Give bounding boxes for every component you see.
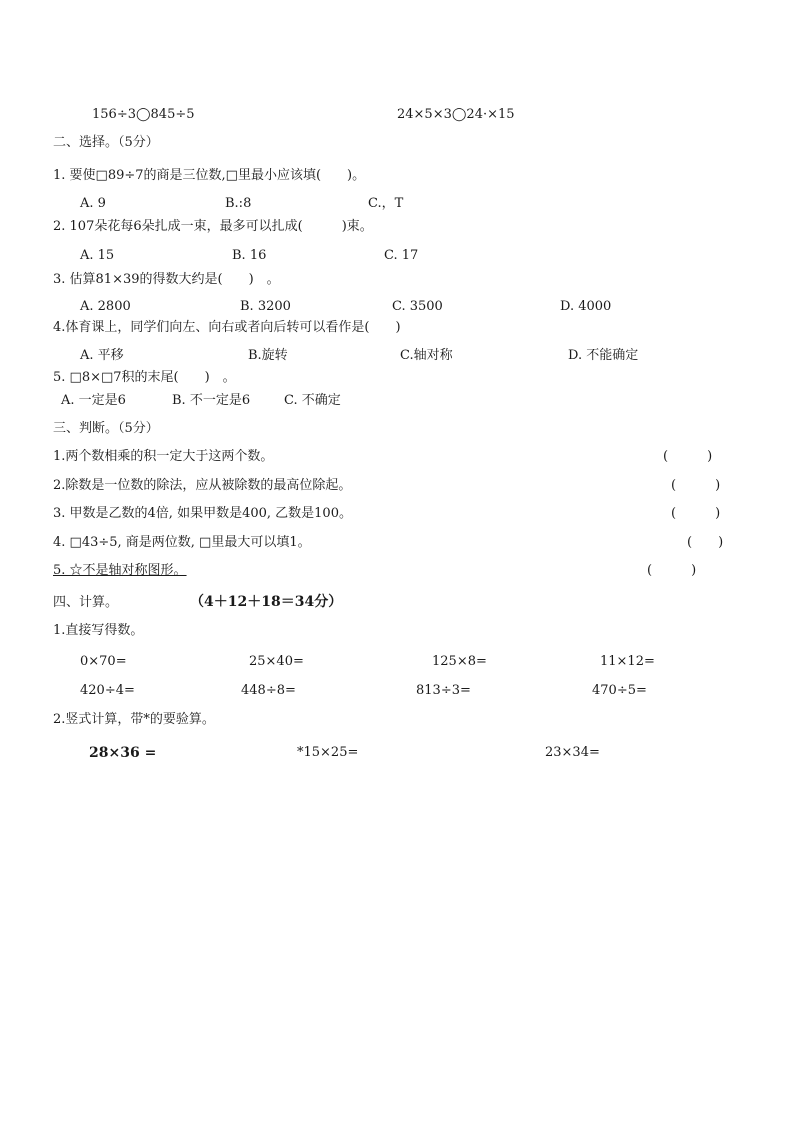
judge-item-2: 2.除数是一位数的除法，应从被除数的最高位除起。 [53, 478, 352, 493]
judge-paren-1[interactable]: ( ) [663, 449, 713, 464]
q2-option-c: C. 17 [384, 248, 419, 263]
q5-option-b: B. 不一定是6 [172, 393, 251, 408]
sub2-title: 2.竖式计算，带*的要验算。 [53, 712, 215, 727]
q2-option-a: A. 15 [80, 248, 115, 263]
q2-text: 2. 107朵花每6朵扎成一束，最多可以扎成( )束。 [53, 219, 373, 234]
q1-text: 1. 要使□89÷7的商是三位数,□里最小应该填( )。 [53, 168, 366, 183]
calc-28x36: 28×36 = [89, 745, 157, 761]
judge-paren-3[interactable]: ( ) [671, 506, 721, 521]
section2-title: 二、选择。（5分） [53, 135, 159, 150]
calc-11x12: 11×12= [600, 654, 655, 669]
judge-item-3: 3. 甲数是乙数的4倍, 如果甲数是400, 乙数是100。 [53, 506, 352, 521]
q3-option-b: B. 3200 [240, 299, 291, 314]
calc-0x70: 0×70= [80, 654, 127, 669]
q2-option-b: B. 16 [232, 248, 267, 263]
judge-paren-2[interactable]: ( ) [671, 478, 721, 493]
q4-option-d: D. 不能确定 [568, 348, 639, 363]
q5-option-c: C. 不确定 [284, 393, 341, 408]
q3-option-a: A. 2800 [80, 299, 131, 314]
q4-option-b: B.旋转 [248, 348, 288, 363]
judge-paren-4[interactable]: ( ) [687, 535, 724, 550]
q3-option-c: C. 3500 [392, 299, 443, 314]
judge-item-4: 4. □43÷5, 商是两位数, □里最大可以填1。 [53, 535, 311, 550]
compare-left: 156÷3◯845÷5 [92, 107, 195, 122]
calc-15x25: *15×25= [297, 745, 359, 760]
judge-item-1: 1.两个数相乘的积一定大于这两个数。 [53, 449, 274, 464]
q4-option-a: A. 平移 [80, 348, 124, 363]
q1-option-b: B.:8 [225, 196, 252, 211]
calc-25x40: 25×40= [249, 654, 304, 669]
q4-text: 4.体育课上，同学们向左、向右或者向后转可以看作是( ) [53, 320, 401, 335]
q5-option-a: A. 一定是6 [61, 393, 126, 408]
q5-text: 5. □8×□7积的末尾( ) 。 [53, 370, 236, 385]
calc-23x34: 23×34= [545, 745, 600, 760]
calc-448div8: 448÷8= [241, 683, 296, 698]
compare-right: 24×5×3◯24·×15 [397, 107, 515, 122]
calc-125x8: 125×8= [432, 654, 487, 669]
sub1-title: 1.直接写得数。 [53, 623, 144, 638]
q3-text: 3. 估算81×39的得数大约是( ) 。 [53, 272, 280, 287]
q1-option-c: C.，T [368, 196, 404, 211]
q1-option-a: A. 9 [80, 196, 106, 211]
section4-score: （4＋12＋18＝34分） [190, 594, 343, 610]
q3-option-d: D. 4000 [560, 299, 612, 314]
judge-paren-5[interactable]: ( ) [647, 563, 697, 578]
section4-title: 四、计算。 [53, 595, 119, 610]
calc-470div5: 470÷5= [592, 683, 647, 698]
calc-420div4: 420÷4= [80, 683, 135, 698]
judge-item-5: 5. ☆不是轴对称图形。 [53, 563, 187, 578]
q4-option-c: C.轴对称 [400, 348, 453, 363]
calc-813div3: 813÷3= [416, 683, 471, 698]
section3-title: 三、判断。（5分） [53, 421, 159, 436]
